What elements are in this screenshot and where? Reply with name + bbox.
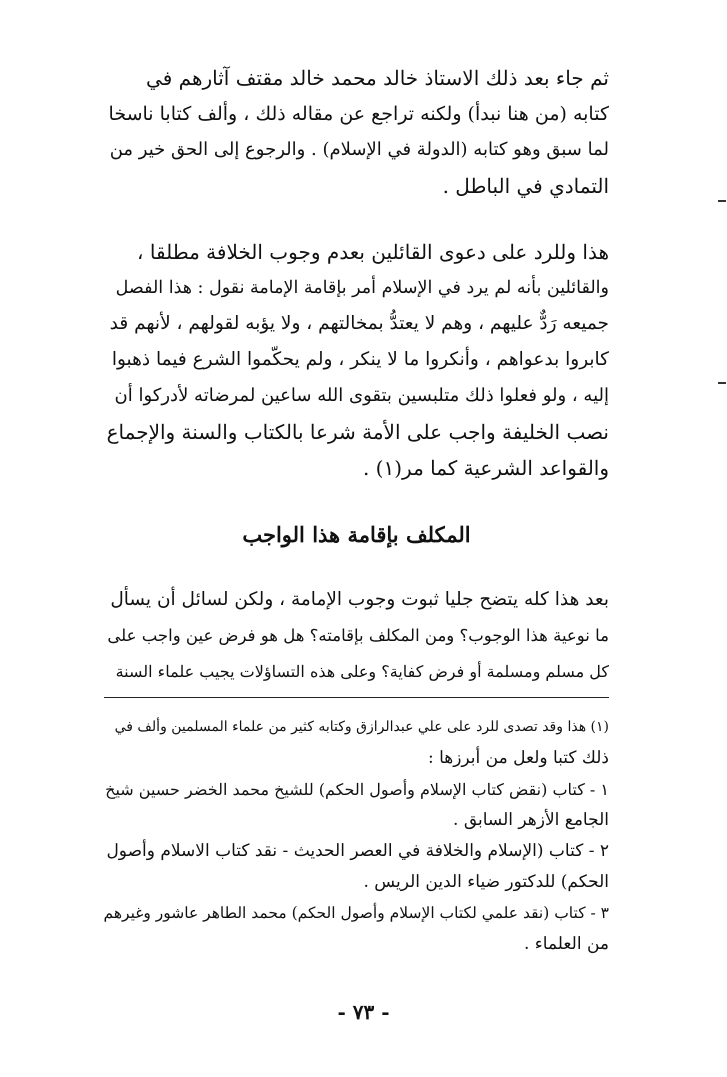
paragraph-line: والقائلين بأنه لم يرد في الإسلام أمر بإقامة الإمامة نقول : هذا الفصل	[115, 278, 609, 298]
paragraph-line: نصب الخليفة واجب على الأمة شرعا بالكتاب والسنة والإجماع	[106, 420, 609, 444]
paragraph-line: كابروا بدعواهم ، وأنكروا ما لا ينكر ، ولم يحكّموا الشرع فيما ذهبوا	[111, 349, 609, 370]
page-edge-mark	[718, 382, 726, 384]
footnotes	[104, 712, 609, 960]
paragraph-line: جميعه رَدٌّ عليهم ، وهم لا يعتدُّ بمخالتهم ، ولا يؤبه لقولهم ، لأنهم قد	[109, 313, 609, 334]
paragraph-1	[104, 60, 609, 204]
paragraph-line: ثم جاء بعد ذلك الاستاذ خالد محمد خالد مقتف آثارهم في	[146, 66, 609, 90]
page-edge-mark	[718, 200, 726, 202]
footnote-separator	[104, 697, 609, 698]
page-number: - ٧٣ -	[337, 1000, 390, 1024]
footnote-line: ١ - كتاب (نقض كتاب الإسلام وأصول الحكم) للشيخ محمد الخضر حسين شيخ	[105, 780, 609, 799]
paragraph-line: والقواعد الشرعية كما مر(١) .	[362, 456, 609, 480]
paragraph-2	[104, 234, 609, 486]
footnote-line: من العلماء .	[524, 934, 609, 954]
footnote-line: ٣ - كتاب (نقد علمي لكتاب الإسلام وأصول الحكم) محمد الطاهر عاشور وغيرهم	[104, 904, 609, 922]
footnote-line: الجامع الأزهر السابق .	[453, 810, 609, 830]
paragraph-line: التمادي في الباطل .	[442, 174, 609, 198]
section-heading: المكلف بإقامة هذا الواجب	[242, 522, 471, 547]
paragraph-line: بعد هذا كله يتضح جليا ثبوت وجوب الإمامة ، ولكن لسائل أن يسأل	[110, 589, 609, 610]
footnote-line: ذلك كتبا ولعل من أبرزها :	[427, 748, 609, 768]
paragraph-line: لما سبق وهو كتابه (الدولة في الإسلام) . والرجوع إلى الحق خير من	[109, 139, 609, 160]
paragraph-line: كل مسلم ومسلمة أو فرض كفاية؟ وعلى هذه التساؤلات يجيب علماء السنة	[115, 662, 609, 681]
footnote-line: ٢ - كتاب (الإسلام والخلافة في العصر الحديث - نقد كتاب الاسلام وأصول	[106, 841, 609, 861]
paragraph-line: ما نوعية هذا الوجوب؟ ومن المكلف بإقامته؟ هل هو فرض عين واجب على	[107, 626, 609, 645]
footnote-line: (١) هذا وقد تصدى للرد على علي عبدالرازق وكتابه كثير من علماء المسلمين وألف في	[114, 719, 609, 735]
paragraph-line: كتابه (من هنا نبدأ) ولكنه تراجع عن مقاله ذلك ، وألف كتابا ناسخا	[108, 103, 609, 125]
paragraph-line: إليه ، ولو فعلوا ذلك متلبسين بتقوى الله ساعين لمرضاته لأدركوا أن	[114, 385, 609, 406]
paragraph-3	[104, 582, 609, 690]
footnote-line: الحكم) للدكتور ضياء الدين الريس .	[363, 872, 609, 892]
paragraph-line: هذا وللرد على دعوى القائلين بعدم وجوب الخلافة مطلقا ،	[137, 240, 609, 264]
